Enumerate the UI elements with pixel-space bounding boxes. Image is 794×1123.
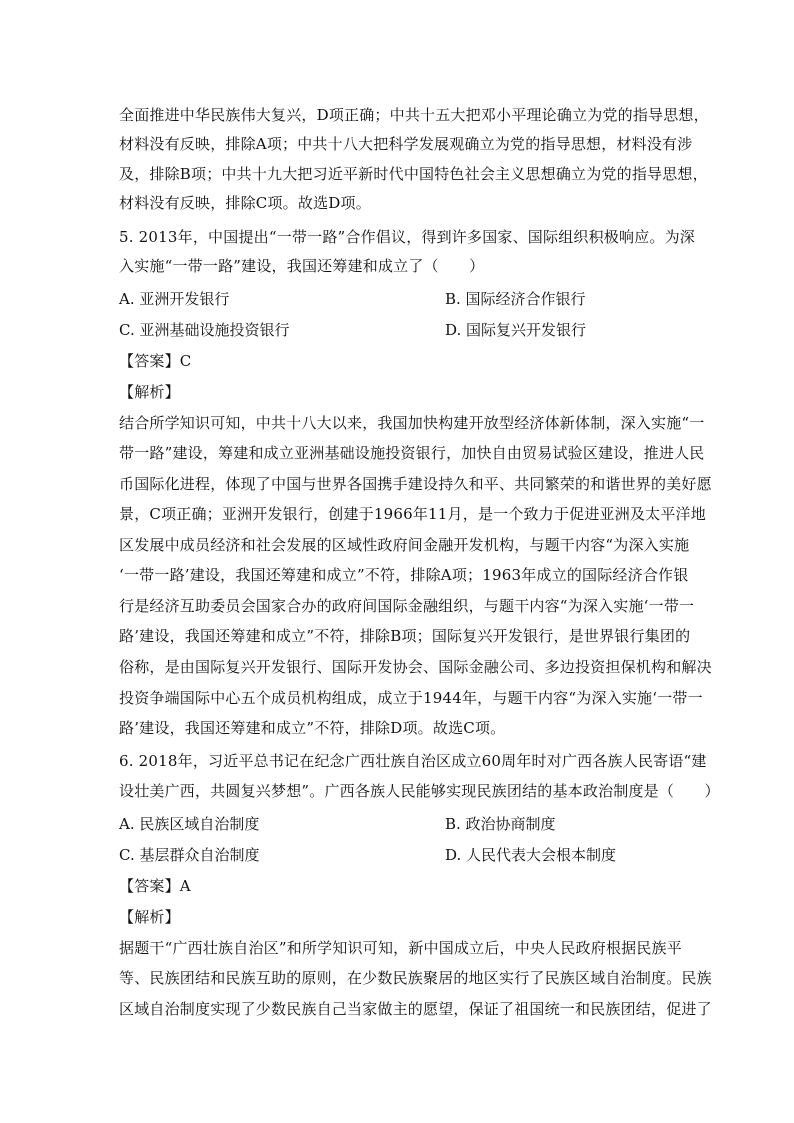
- q5-analysis-label: 【解析】: [119, 383, 180, 401]
- q6-option-d: D. 人民代表大会根本制度: [445, 846, 617, 864]
- intro-line: 及，排除B项；中共十九大把习近平新时代中国特色社会主义思想确立为党的指导思想，: [119, 165, 708, 183]
- q5-option-b: B. 国际经济合作银行: [445, 290, 586, 308]
- q5-analysis-line: 带一路”建设，筹建和成立亚洲基础设施投资银行，加快自由贸易试验区建设，推进人民: [119, 444, 705, 462]
- q6-analysis-line: 等、民族团结和民族互助的原则，在少数民族聚居的地区实行了民族区域自治制度。民族: [119, 969, 712, 987]
- q5-analysis-line: 行是经济互助委员会国家合办的政府间国际金融组织，与题干内容“为深入实施‘一带一: [119, 597, 695, 615]
- q5-option-a: A. 亚洲开发银行: [119, 290, 230, 308]
- q6-option-b: B. 政治协商制度: [445, 815, 556, 833]
- q6-stem-line: 6. 2018年，习近平总书记在纪念广西壮族自治区成立60周年时对广西各族人民寄语“建: [119, 752, 707, 770]
- intro-line: 全面推进中华民族伟大复兴，D项正确；中共十五大把邓小平理论确立为党的指导思想，: [119, 106, 709, 124]
- q5-stem-line: 5. 2013年，中国提出“一带一路”合作倡议，得到许多国家、国际组织积极响应。为深: [119, 228, 695, 246]
- q6-answer: 【答案】A: [119, 877, 191, 895]
- q6-analysis-line: 区域自治制度实现了少数民族自己当家做主的愿望，保证了祖国统一和民族团结，促进了: [119, 1000, 712, 1018]
- intro-line: 材料没有反映，排除A项；中共十八大把科学发展观确立为党的指导思想，材料没有涉: [119, 135, 693, 153]
- q5-analysis-line: 结合所学知识可知，中共十八大以来，我国加快构建开放型经济体新体制，深入实施“一: [119, 414, 705, 432]
- q5-option-d: D. 国际复兴开发银行: [445, 321, 587, 339]
- q5-analysis-line: ‘一带一路’建设，我国还筹建和成立”不符，排除A项；1963年成立的国际经济合作银: [119, 566, 689, 584]
- q5-analysis-line: 路’建设，我国还筹建和成立”不符，排除D项。故选C项。: [119, 719, 506, 737]
- q6-option-c: C. 基层群众自治制度: [119, 846, 260, 864]
- q6-option-a: A. 民族区域自治制度: [119, 815, 260, 833]
- q5-option-c: C. 亚洲基础设施投资银行: [119, 321, 290, 339]
- q6-stem-line: 设壮美广西，共圆复兴梦想”。广西各族人民能够实现民族团结的基本政治制度是（ ）: [119, 782, 720, 800]
- q5-analysis-line: 路’建设，我国还筹建和成立”不符，排除B项；国际复兴开发银行，是世界银行集团的: [119, 627, 691, 645]
- q5-analysis-line: 投资争端国际中心五个成员机构组成，成立于1944年，与题干内容“为深入实施‘一带一: [119, 689, 703, 707]
- q5-analysis-line: 俗称，是由国际复兴开发银行、国际开发协会、国际金融公司、多边投资担保机构和解决: [119, 658, 712, 676]
- q5-analysis-line: 区发展中成员经济和社会发展的区域性政府间金融开发机构，与题干内容“为深入实施: [119, 536, 690, 554]
- q6-analysis-label: 【解析】: [119, 908, 180, 926]
- q5-analysis-line: 景，C项正确；亚洲开发银行，创建于1966年11月，是一个致力于促进亚洲及太平洋地: [119, 505, 706, 523]
- q5-answer: 【答案】C: [119, 352, 192, 370]
- q6-analysis-line: 据题干“广西壮族自治区”和所学知识可知，新中国成立后，中央人民政府根据民族平: [119, 939, 682, 957]
- intro-line: 材料没有反映，排除C项。故选D项。: [119, 194, 371, 212]
- q5-stem-line: 入实施“一带一路”建设，我国还筹建和成立了（ ）: [119, 257, 485, 275]
- q5-analysis-line: 币国际化进程，体现了中国与世界各国携手建设持久和平、共同繁荣的和谐世界的美好愿: [119, 475, 712, 493]
